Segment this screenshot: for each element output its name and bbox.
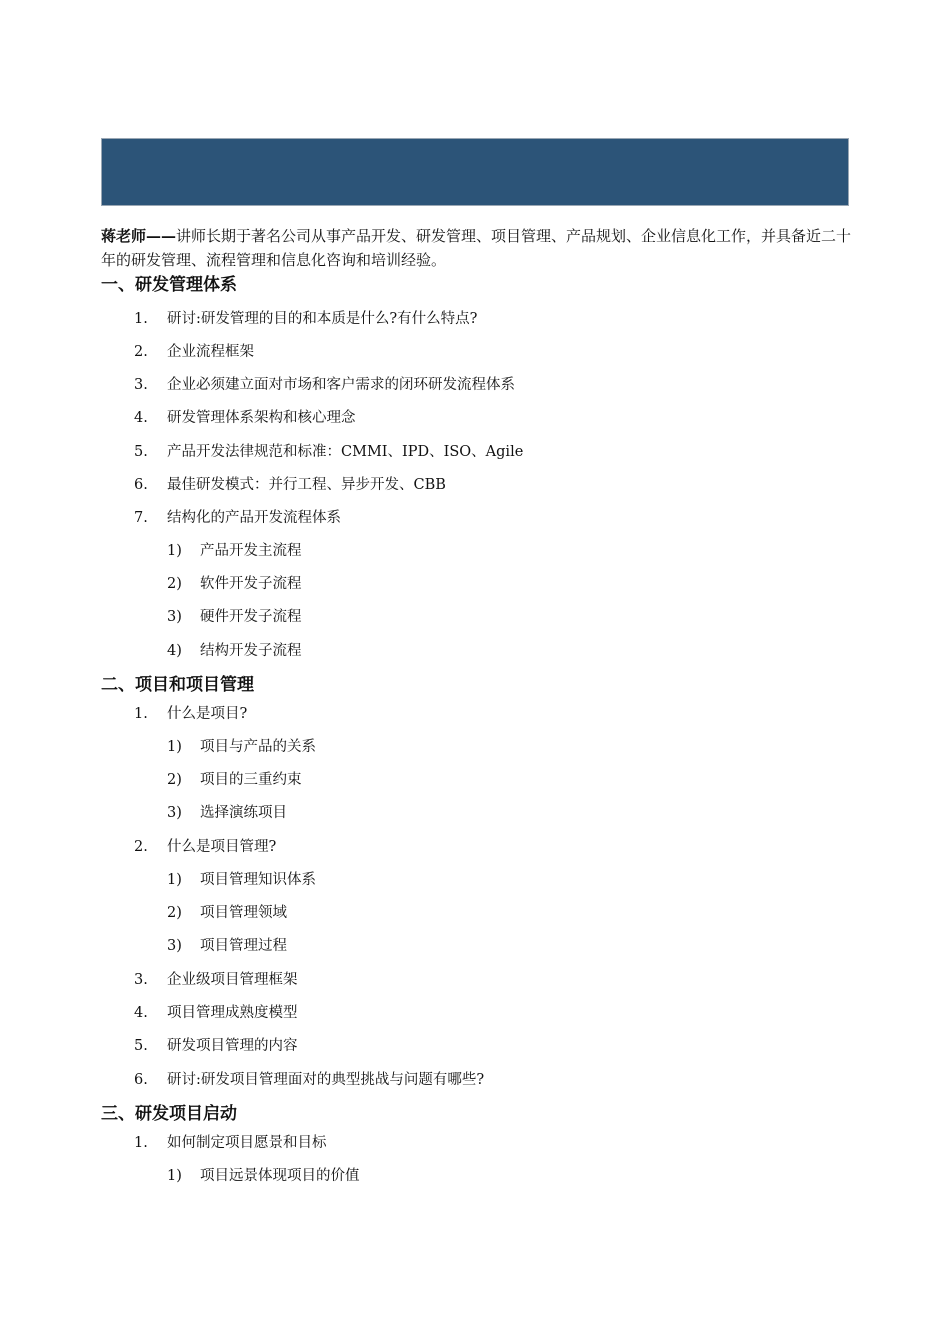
section-heading: 三、研发项目启动 <box>101 1104 237 1124</box>
instructor-bio: 讲师长期于著名公司从事产品开发、研发管理、项目管理、产品规划、企业信息化工作，并具备近二十年的研发管理、流程管理和信息化咨询和培训经验。 <box>101 227 852 269</box>
header-banner <box>101 138 849 206</box>
section-heading: 二、项目和项目管理 <box>101 675 254 695</box>
section-heading: 一、研发管理体系 <box>101 275 237 295</box>
instructor-name: 蒋老师—— <box>101 227 177 245</box>
intro-paragraph <box>101 224 861 272</box>
